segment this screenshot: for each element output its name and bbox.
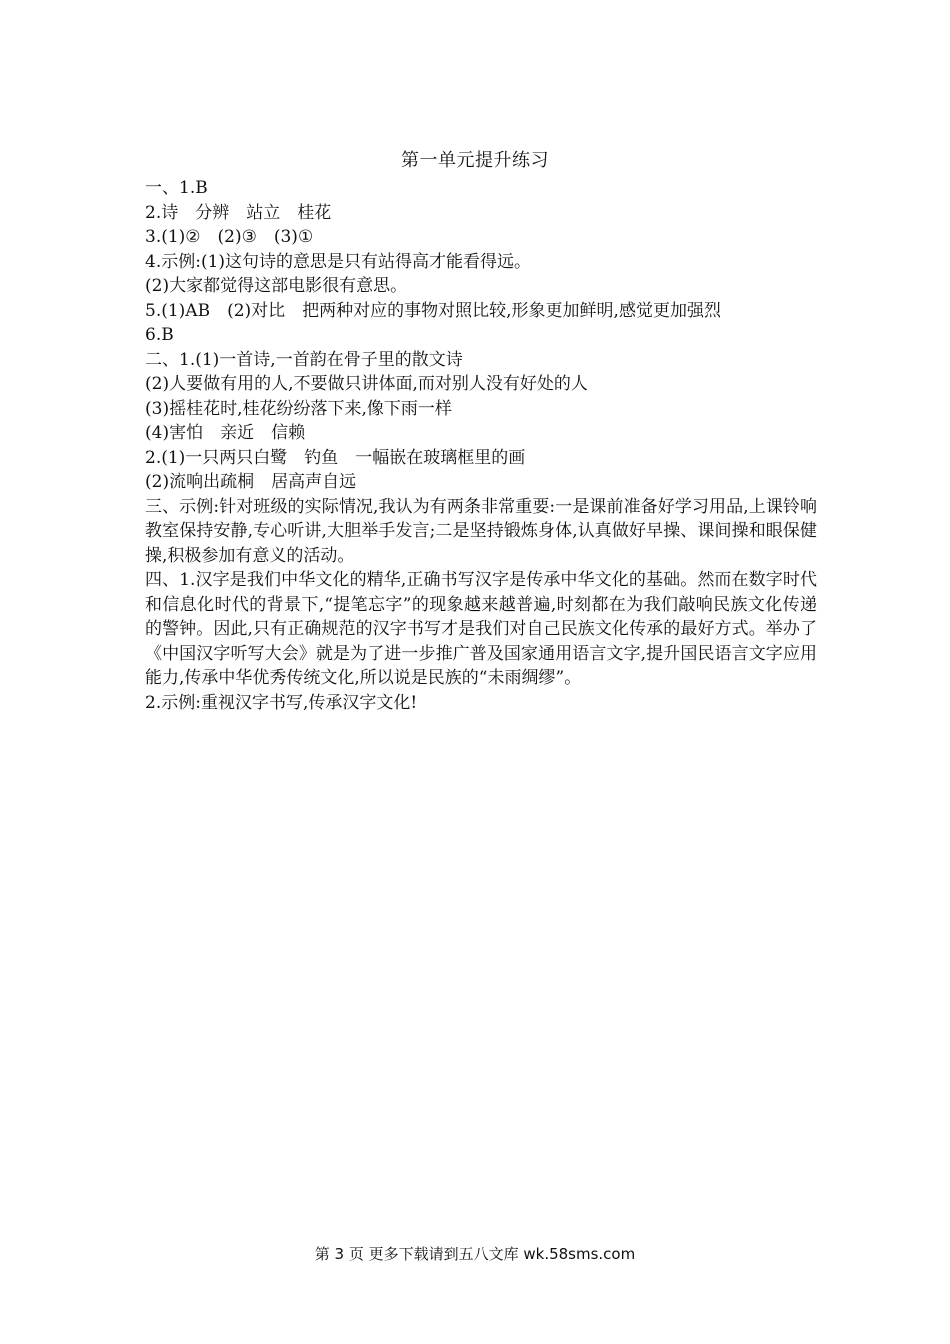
answer-paragraph-section-3: 三、示例:针对班级的实际情况,我认为有两条非常重要:一是课前准备好学习用品,上课铃响教室保持安静,专心听讲,大胆举手发言;二是坚持锻炼身体,认真做好早操、课间操和眼保健操,积极参加有意义的活动。 [145,496,817,566]
answer-line: (3)摇桂花时,桂花纷纷落下来,像下雨一样 [145,398,452,419]
answer-line: 3.(1)② (2)③ (3)① [145,227,314,247]
page-title: 第一单元提升练习 [401,150,549,171]
answer-content [145,176,817,715]
answer-line: 2.(1)一只两只白鹭 钓鱼 一幅嵌在玻璃框里的画 [145,447,526,468]
answer-paragraph-section-4: 四、1.汉字是我们中华文化的精华,正确书写汉字是传承中华文化的基础。然而在数字时代和信息化时代的背景下,“提笔忘字”的现象越来越普遍,时刻都在为我们敲响民族文化传递的警钟。因此,只有正确规范的汉字书写才是我们对自己民族文化传承的最好方式。举办了《中国汉字听写大会》就是为了进一步推广普及国家通用语言文字,提升国民语言文字应用能力,传承中华优秀传统文化,所以说是民族的“未雨绸缪”。 [145,570,817,688]
answer-line: (2)流响出疏桐 居高声自远 [145,472,357,492]
answer-line: (2)人要做有用的人,不要做只讲体面,而对别人没有好处的人 [145,374,588,394]
page-footer: 第 3 页 更多下载请到五八文库 wk.58sms.com [314,1245,636,1263]
answer-line: 5.(1)AB (2)对比 把两种对应的事物对照比较,形象更加鲜明,感觉更加强烈 [145,300,721,321]
answer-line: 2.诗 分辨 站立 桂花 [145,202,332,223]
answer-line: 4.示例:(1)这句诗的意思是只有站得高才能看得远。 [145,251,532,272]
answer-line: 二、1.(1)一首诗,一首韵在骨子里的散文诗 [145,349,463,370]
answer-line: 一、1.B [145,178,208,198]
answer-line: (4)害怕 亲近 信赖 [145,423,306,443]
answer-line: (2)大家都觉得这部电影很有意思。 [145,276,408,296]
answer-line: 2.示例:重视汉字书写,传承汉字文化! [145,692,418,713]
answer-line: 6.B [145,325,174,345]
